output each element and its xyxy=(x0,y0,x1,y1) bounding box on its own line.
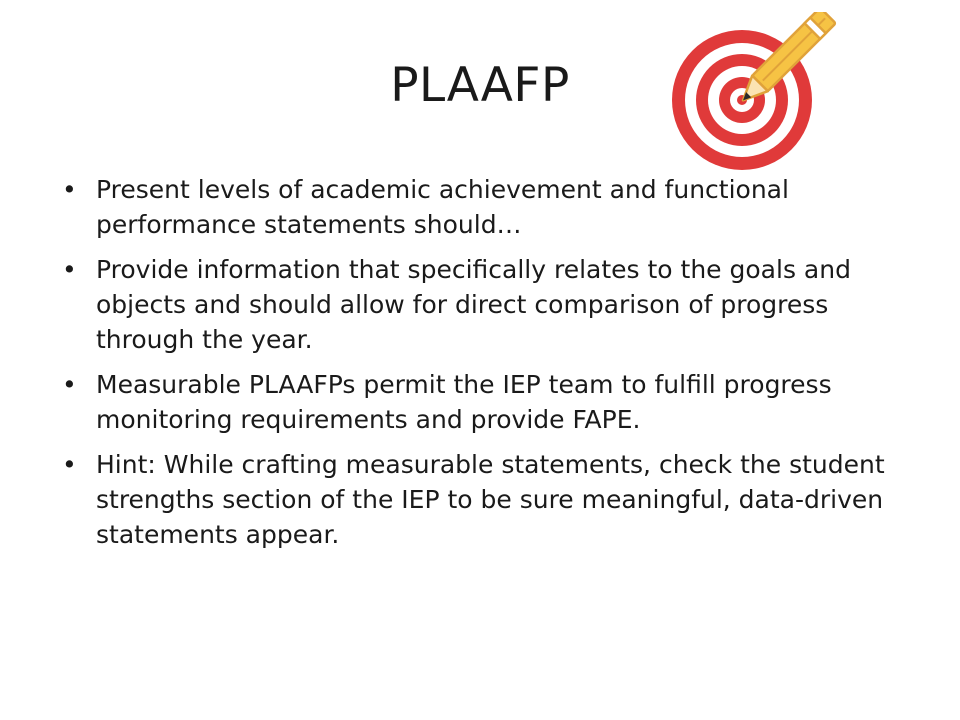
bullet-item xyxy=(62,172,922,242)
bullet-item xyxy=(62,447,922,552)
bullet-item xyxy=(62,367,922,437)
bullet-text: Present levels of academic achievement and functional performance statements should… xyxy=(96,175,789,239)
slide-title: PLAAFP xyxy=(390,58,570,113)
bullet-dot: • xyxy=(62,255,77,284)
bullet-dot: • xyxy=(62,450,77,479)
bullet-text: Hint: While crafting measurable statements, check the student strengths section of the IEP to be sure meaningful, data-driven statements appear. xyxy=(96,450,885,549)
bullet-dot: • xyxy=(62,175,77,204)
bullet-item xyxy=(62,252,922,357)
bullet-text: Measurable PLAAFPs permit the IEP team to fulfill progress monitoring requirements and provide FAPE. xyxy=(96,370,832,434)
target-with-pencil-icon xyxy=(668,12,858,172)
bullet-text: Provide information that specifically relates to the goals and objects and should allow for direct comparison of progress through the year. xyxy=(96,255,851,354)
bullet-list xyxy=(62,172,922,562)
bullet-dot: • xyxy=(62,370,77,399)
